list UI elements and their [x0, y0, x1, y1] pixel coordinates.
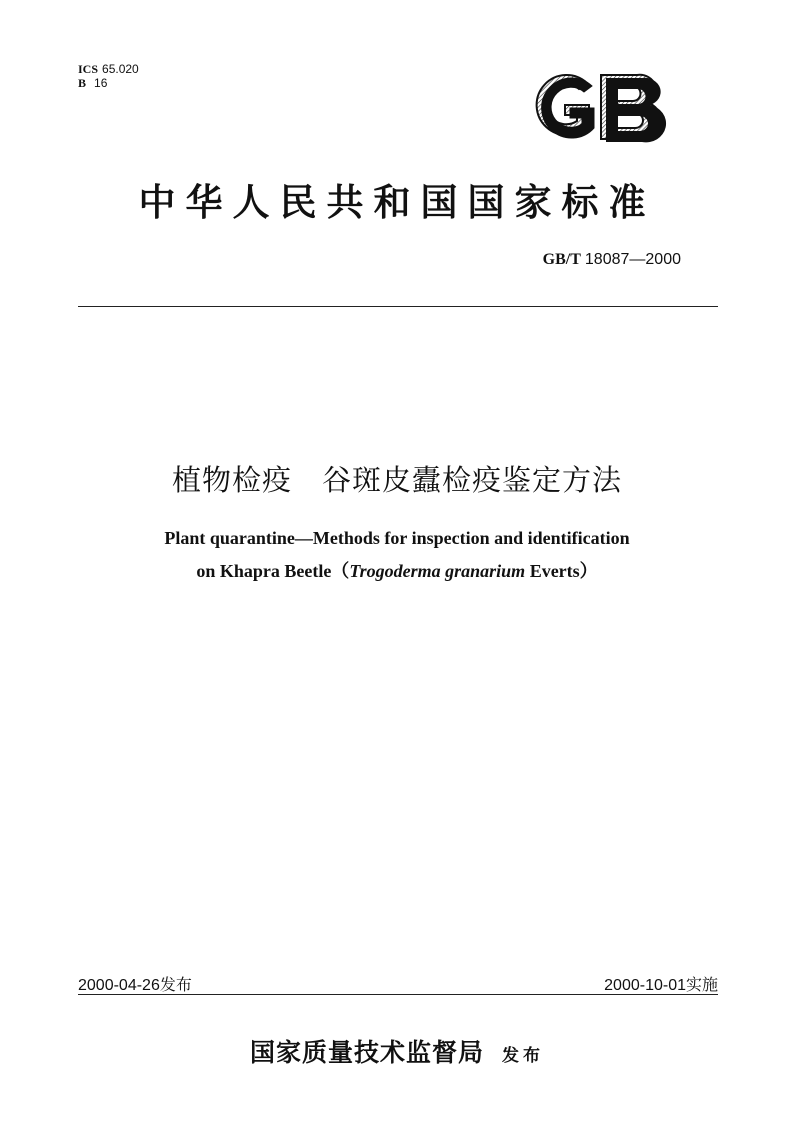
title-english-line-1: Plant quarantine—Methods for inspection and identification [164, 528, 630, 548]
ccs-row [78, 76, 139, 90]
implementation-date: 2000-10-01 [604, 977, 686, 994]
issue-label: 发布 [159, 975, 192, 994]
standard-number-prefix: GB/T [542, 251, 581, 268]
publisher-name: 国家质量技术监督局 [249, 1038, 484, 1067]
ics-label: ICS [78, 62, 99, 76]
ccs-label: B [78, 76, 87, 90]
top-divider [78, 306, 718, 307]
ics-code: 65.020 [102, 62, 139, 76]
implementation-label: 实施 [685, 975, 718, 994]
title-english-line-2-end: Everts） [525, 561, 598, 581]
ccs-code: 16 [94, 76, 108, 90]
publisher-block [0, 1033, 794, 1069]
standard-number [543, 251, 681, 269]
bottom-divider [78, 994, 718, 995]
implementation-date-block [604, 972, 718, 995]
title-english-line-2-start: on Khapra Beetle（ [196, 561, 350, 581]
gb-logo-icon [530, 72, 672, 148]
publisher-suffix: 发布 [502, 1046, 544, 1066]
ics-row [78, 62, 139, 76]
title-english-line-2 [0, 557, 794, 583]
standard-number-value: 18087—2000 [584, 251, 681, 268]
title-chinese: 植物检疫 谷斑皮蠹检疫鉴定方法 [171, 463, 622, 497]
scientific-name: Trogoderma granarium [349, 561, 526, 581]
standard-title: 中华人民共和国国家标准 [138, 180, 656, 224]
issue-date: 2000-04-26 [78, 977, 160, 994]
issue-date-block [78, 972, 192, 995]
classification-block [78, 62, 139, 90]
